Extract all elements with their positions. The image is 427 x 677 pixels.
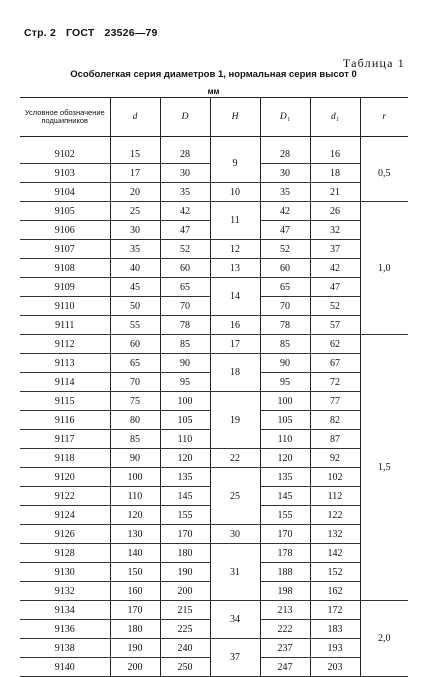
d-cell: 80 bbox=[110, 411, 160, 430]
d1-cell: 152 bbox=[310, 563, 360, 582]
spacer-cell bbox=[260, 137, 310, 146]
unit-label: мм bbox=[207, 87, 220, 96]
d1-cell: 52 bbox=[310, 297, 360, 316]
d-cell: 50 bbox=[110, 297, 160, 316]
table-caption: Особолегкая серия диаметров 1, нормальная серия высот 0 bbox=[70, 69, 357, 80]
spacer-cell bbox=[210, 137, 260, 146]
designation-cell: 9132 bbox=[20, 582, 110, 601]
D-cell: 145 bbox=[160, 487, 210, 506]
D1-cell: 85 bbox=[260, 335, 310, 354]
D-cell: 28 bbox=[160, 145, 210, 164]
designation-cell: 9128 bbox=[20, 544, 110, 563]
d-cell: 180 bbox=[110, 620, 160, 639]
designation-cell: 9102 bbox=[20, 145, 110, 164]
spacer-cell bbox=[20, 137, 110, 146]
col-header-designation: Условное обозначение подшипников bbox=[20, 98, 110, 137]
designation-cell: 9117 bbox=[20, 430, 110, 449]
designation-cell: 9120 bbox=[20, 468, 110, 487]
D1-cell: 237 bbox=[260, 639, 310, 658]
d1-cell: 162 bbox=[310, 582, 360, 601]
designation-cell: 9115 bbox=[20, 392, 110, 411]
table-row bbox=[20, 240, 408, 259]
D-cell: 95 bbox=[160, 373, 210, 392]
r-cell: 2,0 bbox=[360, 601, 408, 677]
d-cell: 110 bbox=[110, 487, 160, 506]
designation-cell: 9109 bbox=[20, 278, 110, 297]
d-cell: 75 bbox=[110, 392, 160, 411]
spacer-cell bbox=[360, 137, 408, 146]
designation-cell: 9140 bbox=[20, 658, 110, 677]
H-cell: 34 bbox=[210, 601, 260, 639]
D1-cell: 60 bbox=[260, 259, 310, 278]
D1-cell: 70 bbox=[260, 297, 310, 316]
D-cell: 85 bbox=[160, 335, 210, 354]
d-cell: 90 bbox=[110, 449, 160, 468]
d1-cell: 77 bbox=[310, 392, 360, 411]
col-header-D: D bbox=[160, 98, 210, 137]
designation-cell: 9113 bbox=[20, 354, 110, 373]
d-cell: 40 bbox=[110, 259, 160, 278]
D-cell: 70 bbox=[160, 297, 210, 316]
table-row bbox=[20, 183, 408, 202]
table-row bbox=[20, 354, 408, 373]
designation-cell: 9110 bbox=[20, 297, 110, 316]
table-row bbox=[20, 639, 408, 658]
d1-cell: 92 bbox=[310, 449, 360, 468]
d-cell: 170 bbox=[110, 601, 160, 620]
D1-cell: 247 bbox=[260, 658, 310, 677]
d1-cell: 122 bbox=[310, 506, 360, 525]
H-cell: 30 bbox=[210, 525, 260, 544]
H-cell: 37 bbox=[210, 639, 260, 677]
D-cell: 190 bbox=[160, 563, 210, 582]
bearings-table bbox=[20, 97, 408, 677]
d-cell: 17 bbox=[110, 164, 160, 183]
D1-cell: 105 bbox=[260, 411, 310, 430]
d-cell: 25 bbox=[110, 202, 160, 221]
d1-cell: 142 bbox=[310, 544, 360, 563]
table-row bbox=[20, 544, 408, 563]
d-cell: 35 bbox=[110, 240, 160, 259]
table-row bbox=[20, 601, 408, 620]
d-cell: 190 bbox=[110, 639, 160, 658]
d1-cell: 72 bbox=[310, 373, 360, 392]
D1-cell: 95 bbox=[260, 373, 310, 392]
table-row bbox=[20, 468, 408, 487]
col-header-D1: D₁ bbox=[260, 98, 310, 137]
H-cell: 9 bbox=[210, 145, 260, 183]
r-cell: 1,0 bbox=[360, 202, 408, 335]
d-cell: 15 bbox=[110, 145, 160, 164]
d1-cell: 203 bbox=[310, 658, 360, 677]
D1-cell: 65 bbox=[260, 278, 310, 297]
table-row bbox=[20, 259, 408, 278]
col-header-r: r bbox=[360, 98, 408, 137]
D-cell: 120 bbox=[160, 449, 210, 468]
r-cell: 1,5 bbox=[360, 335, 408, 601]
d-cell: 30 bbox=[110, 221, 160, 240]
d-cell: 55 bbox=[110, 316, 160, 335]
D1-cell: 222 bbox=[260, 620, 310, 639]
d1-cell: 102 bbox=[310, 468, 360, 487]
d-cell: 200 bbox=[110, 658, 160, 677]
d1-cell: 42 bbox=[310, 259, 360, 278]
D-cell: 240 bbox=[160, 639, 210, 658]
D1-cell: 28 bbox=[260, 145, 310, 164]
H-cell: 12 bbox=[210, 240, 260, 259]
col-header-d: d bbox=[110, 98, 160, 137]
col-header-H: H bbox=[210, 98, 260, 137]
d-cell: 150 bbox=[110, 563, 160, 582]
d1-cell: 26 bbox=[310, 202, 360, 221]
D1-cell: 213 bbox=[260, 601, 310, 620]
D-cell: 215 bbox=[160, 601, 210, 620]
spacer-row bbox=[20, 137, 408, 146]
D1-cell: 35 bbox=[260, 183, 310, 202]
d-cell: 130 bbox=[110, 525, 160, 544]
D-cell: 225 bbox=[160, 620, 210, 639]
table-row bbox=[20, 525, 408, 544]
D-cell: 200 bbox=[160, 582, 210, 601]
spacer-cell bbox=[310, 137, 360, 146]
H-cell: 25 bbox=[210, 468, 260, 525]
D1-cell: 110 bbox=[260, 430, 310, 449]
r-cell: 0,5 bbox=[360, 145, 408, 202]
D-cell: 60 bbox=[160, 259, 210, 278]
D-cell: 47 bbox=[160, 221, 210, 240]
designation-cell: 9124 bbox=[20, 506, 110, 525]
H-cell: 17 bbox=[210, 335, 260, 354]
D-cell: 170 bbox=[160, 525, 210, 544]
page-number: Стр. 2 bbox=[24, 27, 57, 39]
D1-cell: 198 bbox=[260, 582, 310, 601]
D1-cell: 145 bbox=[260, 487, 310, 506]
d-cell: 85 bbox=[110, 430, 160, 449]
d-cell: 70 bbox=[110, 373, 160, 392]
D-cell: 155 bbox=[160, 506, 210, 525]
D1-cell: 42 bbox=[260, 202, 310, 221]
d1-cell: 21 bbox=[310, 183, 360, 202]
designation-cell: 9136 bbox=[20, 620, 110, 639]
col-header-d1: d₁ bbox=[310, 98, 360, 137]
d1-cell: 16 bbox=[310, 145, 360, 164]
d1-cell: 112 bbox=[310, 487, 360, 506]
designation-cell: 9116 bbox=[20, 411, 110, 430]
page-header bbox=[24, 27, 168, 39]
H-cell: 22 bbox=[210, 449, 260, 468]
D-cell: 30 bbox=[160, 164, 210, 183]
D-cell: 180 bbox=[160, 544, 210, 563]
D-cell: 105 bbox=[160, 411, 210, 430]
d1-cell: 57 bbox=[310, 316, 360, 335]
D1-cell: 78 bbox=[260, 316, 310, 335]
D1-cell: 90 bbox=[260, 354, 310, 373]
table-body bbox=[20, 137, 408, 677]
D-cell: 90 bbox=[160, 354, 210, 373]
D-cell: 135 bbox=[160, 468, 210, 487]
designation-cell: 9126 bbox=[20, 525, 110, 544]
designation-cell: 9134 bbox=[20, 601, 110, 620]
d-cell: 100 bbox=[110, 468, 160, 487]
d1-cell: 183 bbox=[310, 620, 360, 639]
D1-cell: 120 bbox=[260, 449, 310, 468]
D-cell: 78 bbox=[160, 316, 210, 335]
table-number: Таблица 1 bbox=[342, 56, 405, 70]
designation-cell: 9103 bbox=[20, 164, 110, 183]
d1-cell: 87 bbox=[310, 430, 360, 449]
D-cell: 100 bbox=[160, 392, 210, 411]
D1-cell: 170 bbox=[260, 525, 310, 544]
d1-cell: 18 bbox=[310, 164, 360, 183]
designation-cell: 9108 bbox=[20, 259, 110, 278]
table-row bbox=[20, 278, 408, 297]
d-cell: 65 bbox=[110, 354, 160, 373]
D-cell: 110 bbox=[160, 430, 210, 449]
designation-cell: 9111 bbox=[20, 316, 110, 335]
d1-cell: 37 bbox=[310, 240, 360, 259]
d-cell: 160 bbox=[110, 582, 160, 601]
D1-cell: 100 bbox=[260, 392, 310, 411]
D1-cell: 30 bbox=[260, 164, 310, 183]
table-row bbox=[20, 392, 408, 411]
D-cell: 35 bbox=[160, 183, 210, 202]
d-cell: 60 bbox=[110, 335, 160, 354]
D-cell: 65 bbox=[160, 278, 210, 297]
d1-cell: 172 bbox=[310, 601, 360, 620]
designation-cell: 9114 bbox=[20, 373, 110, 392]
d-cell: 120 bbox=[110, 506, 160, 525]
D-cell: 250 bbox=[160, 658, 210, 677]
d1-cell: 82 bbox=[310, 411, 360, 430]
designation-cell: 9104 bbox=[20, 183, 110, 202]
d1-cell: 32 bbox=[310, 221, 360, 240]
table-row bbox=[20, 145, 408, 164]
standard-code: 23526—79 bbox=[104, 27, 158, 39]
D-cell: 42 bbox=[160, 202, 210, 221]
H-cell: 11 bbox=[210, 202, 260, 240]
table-row bbox=[20, 335, 408, 354]
D1-cell: 188 bbox=[260, 563, 310, 582]
designation-cell: 9118 bbox=[20, 449, 110, 468]
designation-cell: 9130 bbox=[20, 563, 110, 582]
H-cell: 14 bbox=[210, 278, 260, 316]
H-cell: 31 bbox=[210, 544, 260, 601]
d1-cell: 62 bbox=[310, 335, 360, 354]
designation-cell: 9105 bbox=[20, 202, 110, 221]
table-header-row bbox=[20, 98, 408, 137]
d1-cell: 47 bbox=[310, 278, 360, 297]
spacer-cell bbox=[160, 137, 210, 146]
H-cell: 18 bbox=[210, 354, 260, 392]
designation-cell: 9138 bbox=[20, 639, 110, 658]
designation-cell: 9107 bbox=[20, 240, 110, 259]
designation-cell: 9106 bbox=[20, 221, 110, 240]
table-row bbox=[20, 316, 408, 335]
standard-label: ГОСТ bbox=[66, 27, 95, 39]
D1-cell: 178 bbox=[260, 544, 310, 563]
D1-cell: 155 bbox=[260, 506, 310, 525]
spacer-cell bbox=[110, 137, 160, 146]
d1-cell: 193 bbox=[310, 639, 360, 658]
H-cell: 16 bbox=[210, 316, 260, 335]
table-row bbox=[20, 202, 408, 221]
H-cell: 19 bbox=[210, 392, 260, 449]
designation-cell: 9112 bbox=[20, 335, 110, 354]
table-row bbox=[20, 449, 408, 468]
d1-cell: 67 bbox=[310, 354, 360, 373]
H-cell: 13 bbox=[210, 259, 260, 278]
D1-cell: 52 bbox=[260, 240, 310, 259]
d-cell: 45 bbox=[110, 278, 160, 297]
H-cell: 10 bbox=[210, 183, 260, 202]
D-cell: 52 bbox=[160, 240, 210, 259]
D1-cell: 135 bbox=[260, 468, 310, 487]
D1-cell: 47 bbox=[260, 221, 310, 240]
d1-cell: 132 bbox=[310, 525, 360, 544]
d-cell: 140 bbox=[110, 544, 160, 563]
designation-cell: 9122 bbox=[20, 487, 110, 506]
d-cell: 20 bbox=[110, 183, 160, 202]
